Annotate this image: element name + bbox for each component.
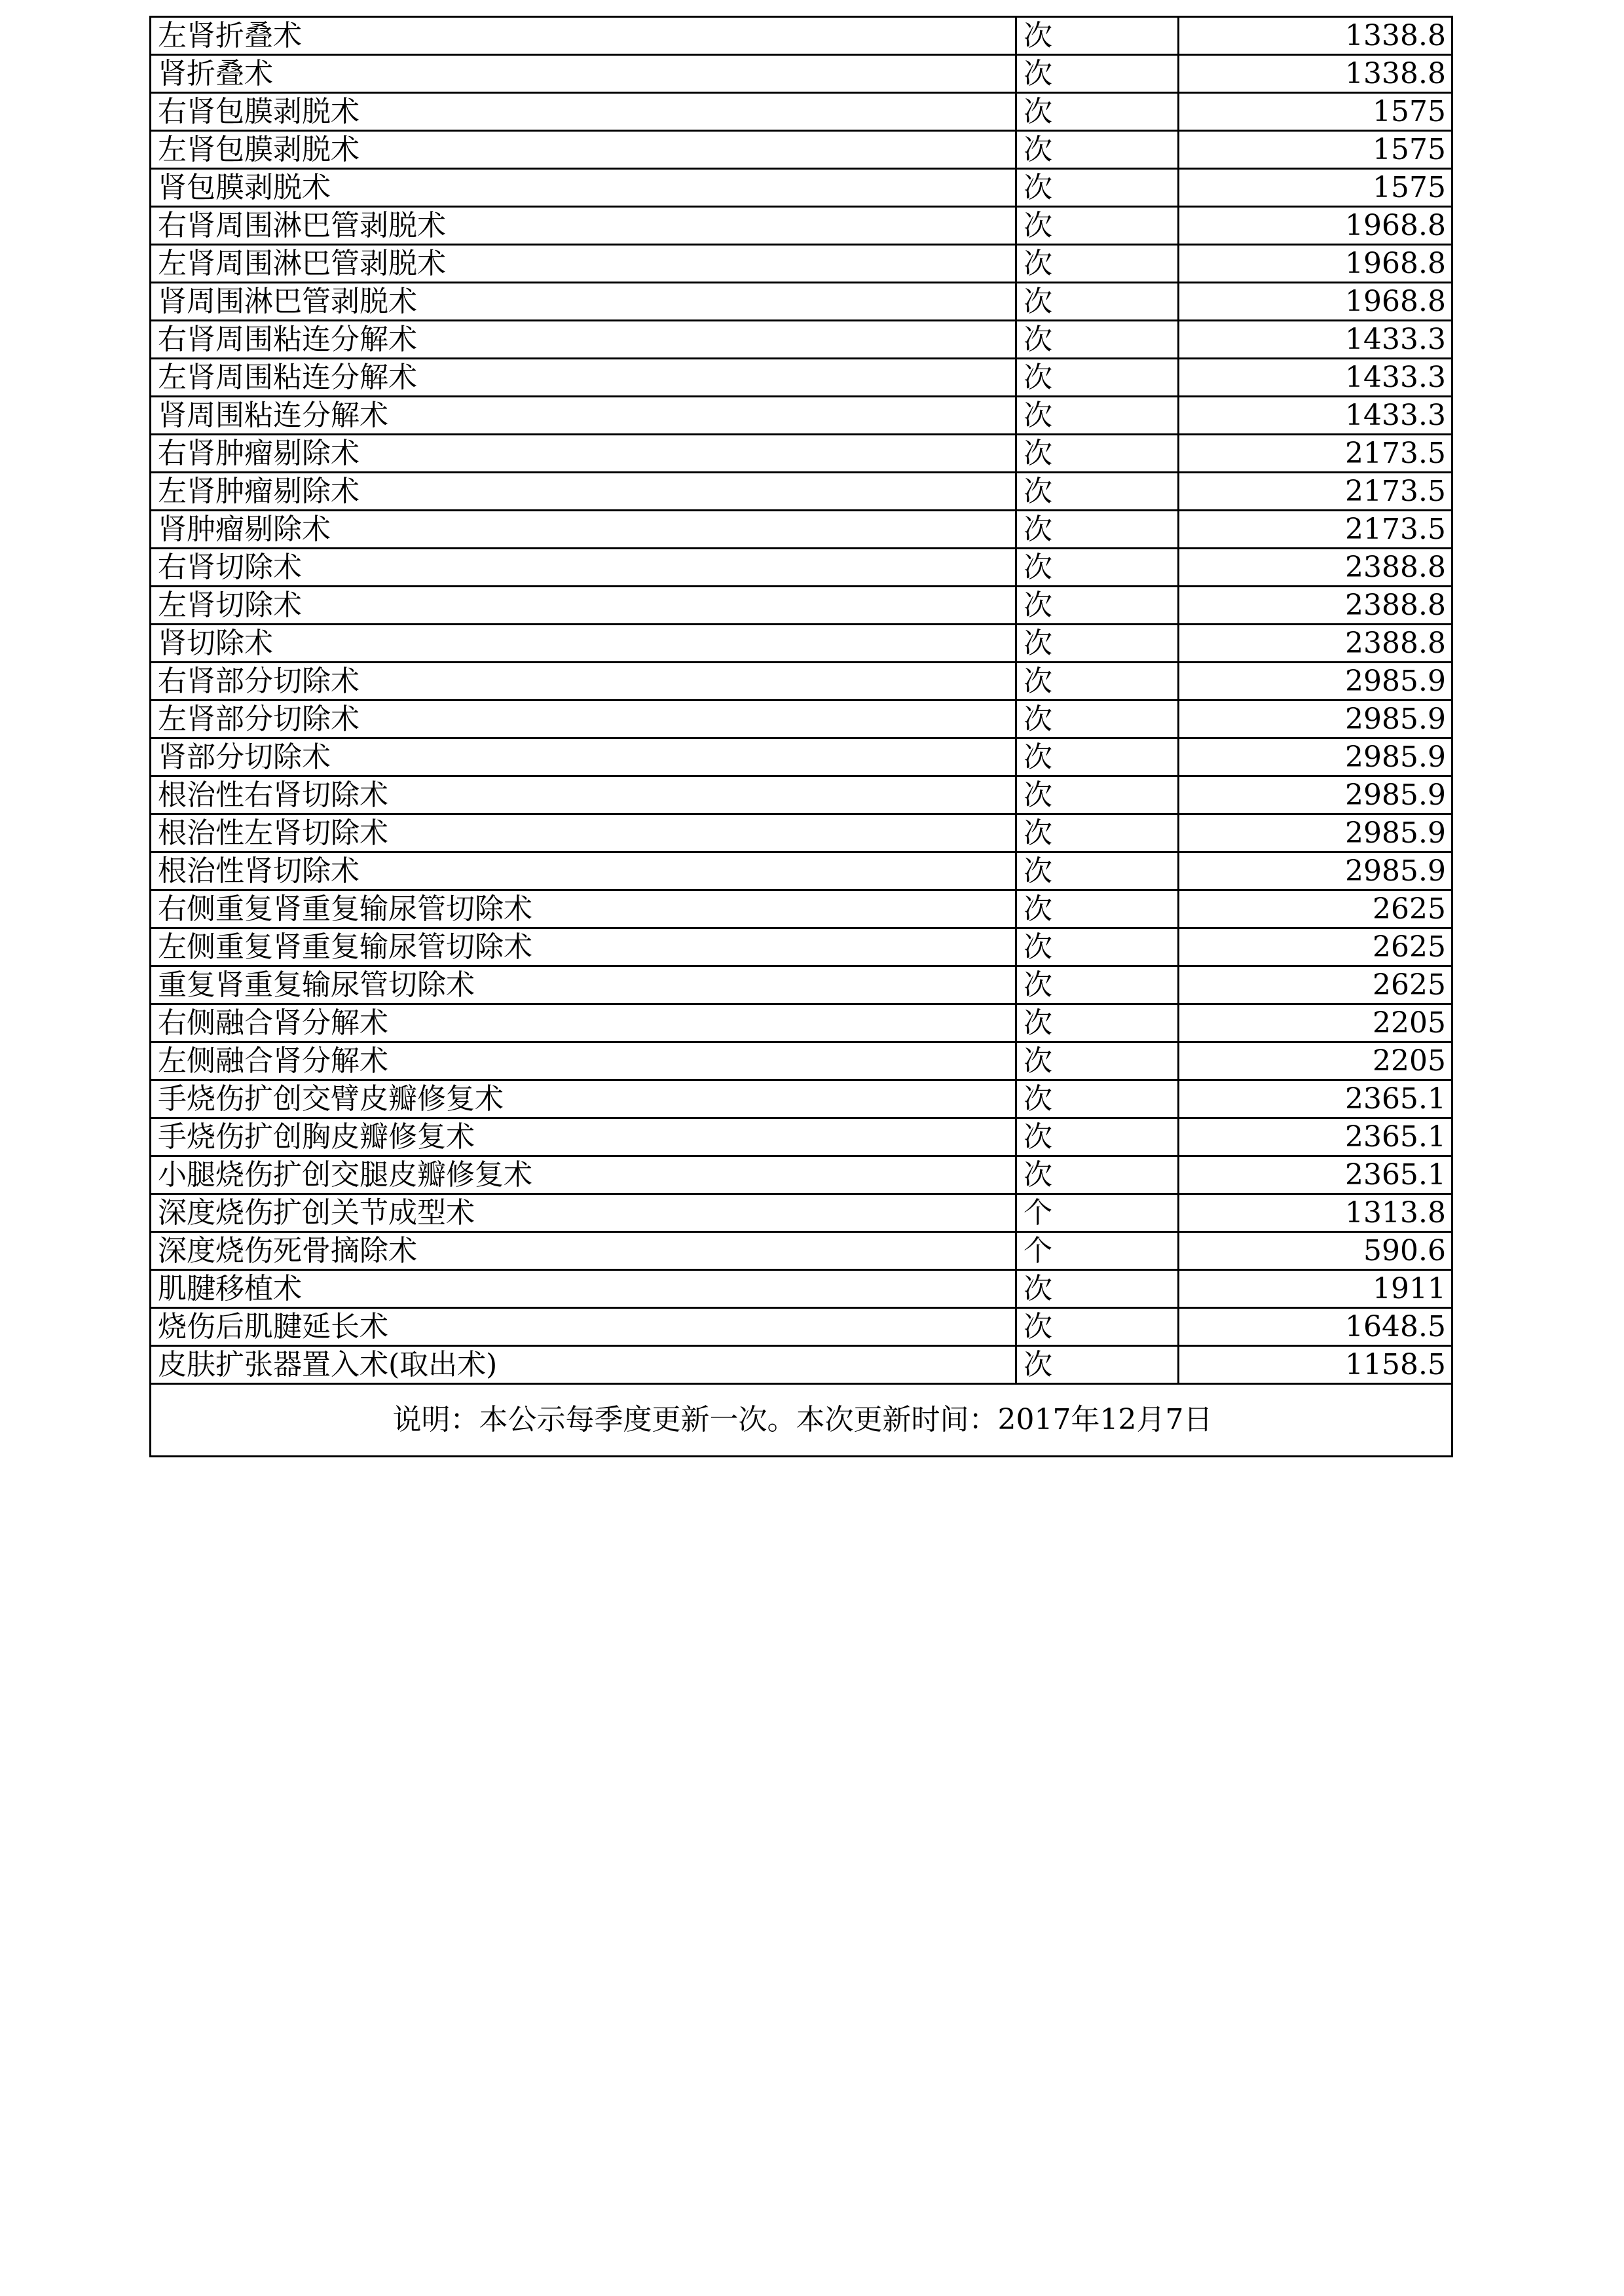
procedure-name-cell: 右肾周围粘连分解术: [151, 321, 1016, 359]
unit-cell: 次: [1016, 1118, 1179, 1156]
price-cell: 2205: [1179, 1004, 1452, 1042]
price-cell: 2985.9: [1179, 776, 1452, 814]
table-row: [151, 1346, 1452, 1384]
unit-cell: 次: [1016, 814, 1179, 852]
unit-cell: 次: [1016, 701, 1179, 738]
procedure-name-cell: 根治性左肾切除术: [151, 814, 1016, 852]
price-cell: 2985.9: [1179, 852, 1452, 890]
unit-cell: 个: [1016, 1232, 1179, 1270]
price-cell: 1313.8: [1179, 1194, 1452, 1232]
unit-cell: 次: [1016, 207, 1179, 245]
unit-cell: 次: [1016, 93, 1179, 131]
table-row: [151, 93, 1452, 131]
table-row: [151, 283, 1452, 321]
price-cell: 2365.1: [1179, 1080, 1452, 1118]
price-cell: 2985.9: [1179, 738, 1452, 776]
price-cell: 2985.9: [1179, 701, 1452, 738]
procedure-name-cell: 肾周围粘连分解术: [151, 397, 1016, 435]
table-row: [151, 473, 1452, 511]
procedure-name-cell: 肾肿瘤剔除术: [151, 511, 1016, 549]
table-row: [151, 663, 1452, 701]
price-cell: 1433.3: [1179, 321, 1452, 359]
price-cell: 1968.8: [1179, 207, 1452, 245]
unit-cell: 次: [1016, 1308, 1179, 1346]
price-cell: 1575: [1179, 169, 1452, 207]
unit-cell: 次: [1016, 1346, 1179, 1384]
table-row: [151, 131, 1452, 169]
table-row: [151, 776, 1452, 814]
unit-cell: 次: [1016, 776, 1179, 814]
price-cell: 2388.8: [1179, 549, 1452, 587]
procedure-name-cell: 深度烧伤死骨摘除术: [151, 1232, 1016, 1270]
unit-cell: 次: [1016, 1080, 1179, 1118]
price-cell: 1575: [1179, 93, 1452, 131]
procedure-name-cell: 左肾包膜剥脱术: [151, 131, 1016, 169]
procedure-name-cell: 左肾肿瘤剔除术: [151, 473, 1016, 511]
unit-cell: 次: [1016, 397, 1179, 435]
table-row: [151, 1194, 1452, 1232]
unit-cell: 次: [1016, 359, 1179, 397]
unit-cell: 次: [1016, 549, 1179, 587]
price-cell: 2173.5: [1179, 511, 1452, 549]
table-row: [151, 245, 1452, 283]
unit-cell: 次: [1016, 738, 1179, 776]
procedure-name-cell: 左肾折叠术: [151, 17, 1016, 55]
procedure-name-cell: 右肾包膜剥脱术: [151, 93, 1016, 131]
unit-cell: 次: [1016, 435, 1179, 473]
unit-cell: 次: [1016, 1004, 1179, 1042]
procedure-name-cell: 根治性右肾切除术: [151, 776, 1016, 814]
unit-cell: 次: [1016, 321, 1179, 359]
table-row: [151, 852, 1452, 890]
table-row: [151, 701, 1452, 738]
price-cell: 1433.3: [1179, 359, 1452, 397]
unit-cell: 次: [1016, 131, 1179, 169]
unit-cell: 次: [1016, 852, 1179, 890]
price-cell: 1648.5: [1179, 1308, 1452, 1346]
unit-cell: 次: [1016, 587, 1179, 625]
procedure-name-cell: 右侧重复肾重复输尿管切除术: [151, 890, 1016, 928]
table-row: [151, 1080, 1452, 1118]
price-cell: 590.6: [1179, 1232, 1452, 1270]
unit-cell: 次: [1016, 17, 1179, 55]
unit-cell: 次: [1016, 928, 1179, 966]
price-cell: 2205: [1179, 1042, 1452, 1080]
table-row: [151, 511, 1452, 549]
procedure-name-cell: 左侧融合肾分解术: [151, 1042, 1016, 1080]
table-row: [151, 359, 1452, 397]
unit-cell: 次: [1016, 1156, 1179, 1194]
unit-cell: 次: [1016, 625, 1179, 663]
price-cell: 1575: [1179, 131, 1452, 169]
price-cell: 2388.8: [1179, 625, 1452, 663]
table-row: [151, 814, 1452, 852]
procedure-name-cell: 肌腱移植术: [151, 1270, 1016, 1308]
price-cell: 2173.5: [1179, 473, 1452, 511]
procedure-name-cell: 烧伤后肌腱延长术: [151, 1308, 1016, 1346]
note-row: [151, 1384, 1452, 1457]
procedure-name-cell: 右侧融合肾分解术: [151, 1004, 1016, 1042]
price-list-body: [151, 17, 1452, 1384]
price-cell: 2985.9: [1179, 663, 1452, 701]
procedure-name-cell: 肾周围淋巴管剥脱术: [151, 283, 1016, 321]
price-cell: 1338.8: [1179, 55, 1452, 93]
unit-cell: 次: [1016, 169, 1179, 207]
table-row: [151, 587, 1452, 625]
price-cell: 1911: [1179, 1270, 1452, 1308]
procedure-name-cell: 肾包膜剥脱术: [151, 169, 1016, 207]
table-row: [151, 890, 1452, 928]
unit-cell: 次: [1016, 511, 1179, 549]
table-row: [151, 207, 1452, 245]
unit-cell: 次: [1016, 1042, 1179, 1080]
unit-cell: 次: [1016, 283, 1179, 321]
price-cell: 2625: [1179, 928, 1452, 966]
unit-cell: 次: [1016, 966, 1179, 1004]
price-cell: 1338.8: [1179, 17, 1452, 55]
unit-cell: 次: [1016, 473, 1179, 511]
table-row: [151, 928, 1452, 966]
procedure-name-cell: 右肾周围淋巴管剥脱术: [151, 207, 1016, 245]
procedure-name-cell: 重复肾重复输尿管切除术: [151, 966, 1016, 1004]
table-row: [151, 1004, 1452, 1042]
procedure-name-cell: 肾折叠术: [151, 55, 1016, 93]
price-cell: 2173.5: [1179, 435, 1452, 473]
procedure-name-cell: 手烧伤扩创交臂皮瓣修复术: [151, 1080, 1016, 1118]
procedure-name-cell: 深度烧伤扩创关节成型术: [151, 1194, 1016, 1232]
price-cell: 2985.9: [1179, 814, 1452, 852]
price-cell: 2625: [1179, 966, 1452, 1004]
price-cell: 1158.5: [1179, 1346, 1452, 1384]
table-row: [151, 738, 1452, 776]
table-row: [151, 1156, 1452, 1194]
unit-cell: 次: [1016, 1270, 1179, 1308]
table-row: [151, 549, 1452, 587]
procedure-name-cell: 皮肤扩张器置入术(取出术): [151, 1346, 1016, 1384]
table-row: [151, 435, 1452, 473]
table-row: [151, 321, 1452, 359]
procedure-name-cell: 右肾肿瘤剔除术: [151, 435, 1016, 473]
table-row: [151, 397, 1452, 435]
table-row: [151, 169, 1452, 207]
unit-cell: 个: [1016, 1194, 1179, 1232]
procedure-name-cell: 根治性肾切除术: [151, 852, 1016, 890]
procedure-name-cell: 右肾切除术: [151, 549, 1016, 587]
procedure-name-cell: 左肾周围淋巴管剥脱术: [151, 245, 1016, 283]
table-row: [151, 1232, 1452, 1270]
price-cell: 1433.3: [1179, 397, 1452, 435]
price-cell: 2388.8: [1179, 587, 1452, 625]
procedure-name-cell: 左肾周围粘连分解术: [151, 359, 1016, 397]
update-note: 说明：本公示每季度更新一次。本次更新时间：2017年12月7日: [151, 1384, 1452, 1457]
table-row: [151, 966, 1452, 1004]
table-row: [151, 1118, 1452, 1156]
price-cell: 2365.1: [1179, 1118, 1452, 1156]
procedure-name-cell: 手烧伤扩创胸皮瓣修复术: [151, 1118, 1016, 1156]
price-cell: 2365.1: [1179, 1156, 1452, 1194]
procedure-name-cell: 肾切除术: [151, 625, 1016, 663]
table-row: [151, 1308, 1452, 1346]
price-cell: 2625: [1179, 890, 1452, 928]
unit-cell: 次: [1016, 245, 1179, 283]
unit-cell: 次: [1016, 890, 1179, 928]
table-row: [151, 55, 1452, 93]
procedure-name-cell: 肾部分切除术: [151, 738, 1016, 776]
procedure-name-cell: 小腿烧伤扩创交腿皮瓣修复术: [151, 1156, 1016, 1194]
procedure-name-cell: 左肾切除术: [151, 587, 1016, 625]
price-list-table: [149, 16, 1453, 1457]
unit-cell: 次: [1016, 55, 1179, 93]
price-cell: 1968.8: [1179, 283, 1452, 321]
procedure-name-cell: 左肾部分切除术: [151, 701, 1016, 738]
procedure-name-cell: 右肾部分切除术: [151, 663, 1016, 701]
table-row: [151, 1042, 1452, 1080]
table-row: [151, 17, 1452, 55]
table-row: [151, 625, 1452, 663]
table-row: [151, 1270, 1452, 1308]
procedure-name-cell: 左侧重复肾重复输尿管切除术: [151, 928, 1016, 966]
unit-cell: 次: [1016, 663, 1179, 701]
price-cell: 1968.8: [1179, 245, 1452, 283]
